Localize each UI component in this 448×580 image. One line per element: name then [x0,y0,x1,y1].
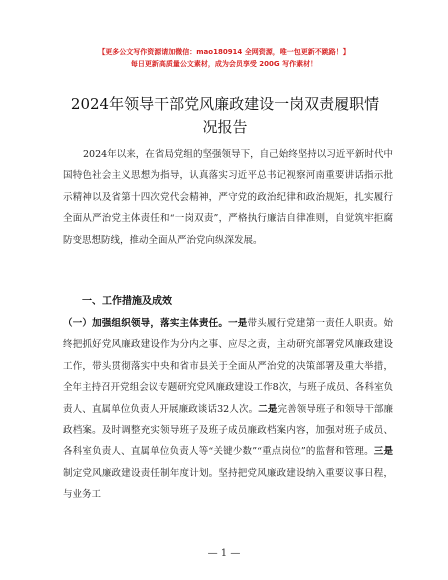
document-title-line1: 2024年领导干部党风廉政建设一岗双责履职情 [70,95,380,113]
section-heading: 一、工作措施及成效 [82,296,172,307]
body-paragraph [63,313,393,506]
promo-banner-line2: 每日更新高质量公文素材，成为会员享受 200G 写作素材！ [130,60,318,68]
intro-paragraph [63,144,393,251]
document-title-line2: 况报告 [202,118,248,136]
point-text-3: 制定党风廉政建设责任制年度计划。坚持把党风廉政建设纳入重要议事日程，与业务工 [63,467,393,501]
point-marker-3: 三是 [373,446,393,458]
point-text-2: 完善领导班子和领导干部廉政档案。及时调整充实领导班子及班子成员廉政档案内容，加强对班子成员、各科室负责人、直属单位负责人等“关键少数”“重点岗位”的监督和管理。 [63,403,393,458]
point-marker-1: 一是 [228,318,248,329]
intro-text: 2024年以来，在省局党组的坚强领导下，自己始终坚持以习近平新时代中国特色社会主义思想为指导，认真落实习近平总书记视察河南重要讲话指示批示精神以及省第十四次党代会精神，严守党的政治纪律和政治规矩，扎实履行全面从严治党主体责任和“一岗双责”，严格执行廉洁自律准则，自觉筑牢拒腐防变思想防线，推动全面从严治党向纵深发展。 [63,149,393,246]
subsection-lead: （一）加强组织领导，落实主体责任。 [63,318,229,329]
point-text-1: 带头履行党建第一责任人职责。始终把抓好党风廉政建设作为分内之事、应尽之责，主动研究部署党风廉政建设工作，带头贯彻落实中央和省市县关于全面从严治党的决策部署及重大举措，全年主持召开党组会议专题研究党风廉政建设工作8次，与班子成员、各科室负责人、直属单位负责人开展廉政谈话32人次。 [63,318,393,415]
promo-banner-line1: 【更多公文写作资源请加微信：mao180914 全网资源，唯一包更新不跳路！】 [98,48,350,56]
point-marker-2: 二是 [258,403,278,415]
page-number: — 1 — [207,548,241,559]
